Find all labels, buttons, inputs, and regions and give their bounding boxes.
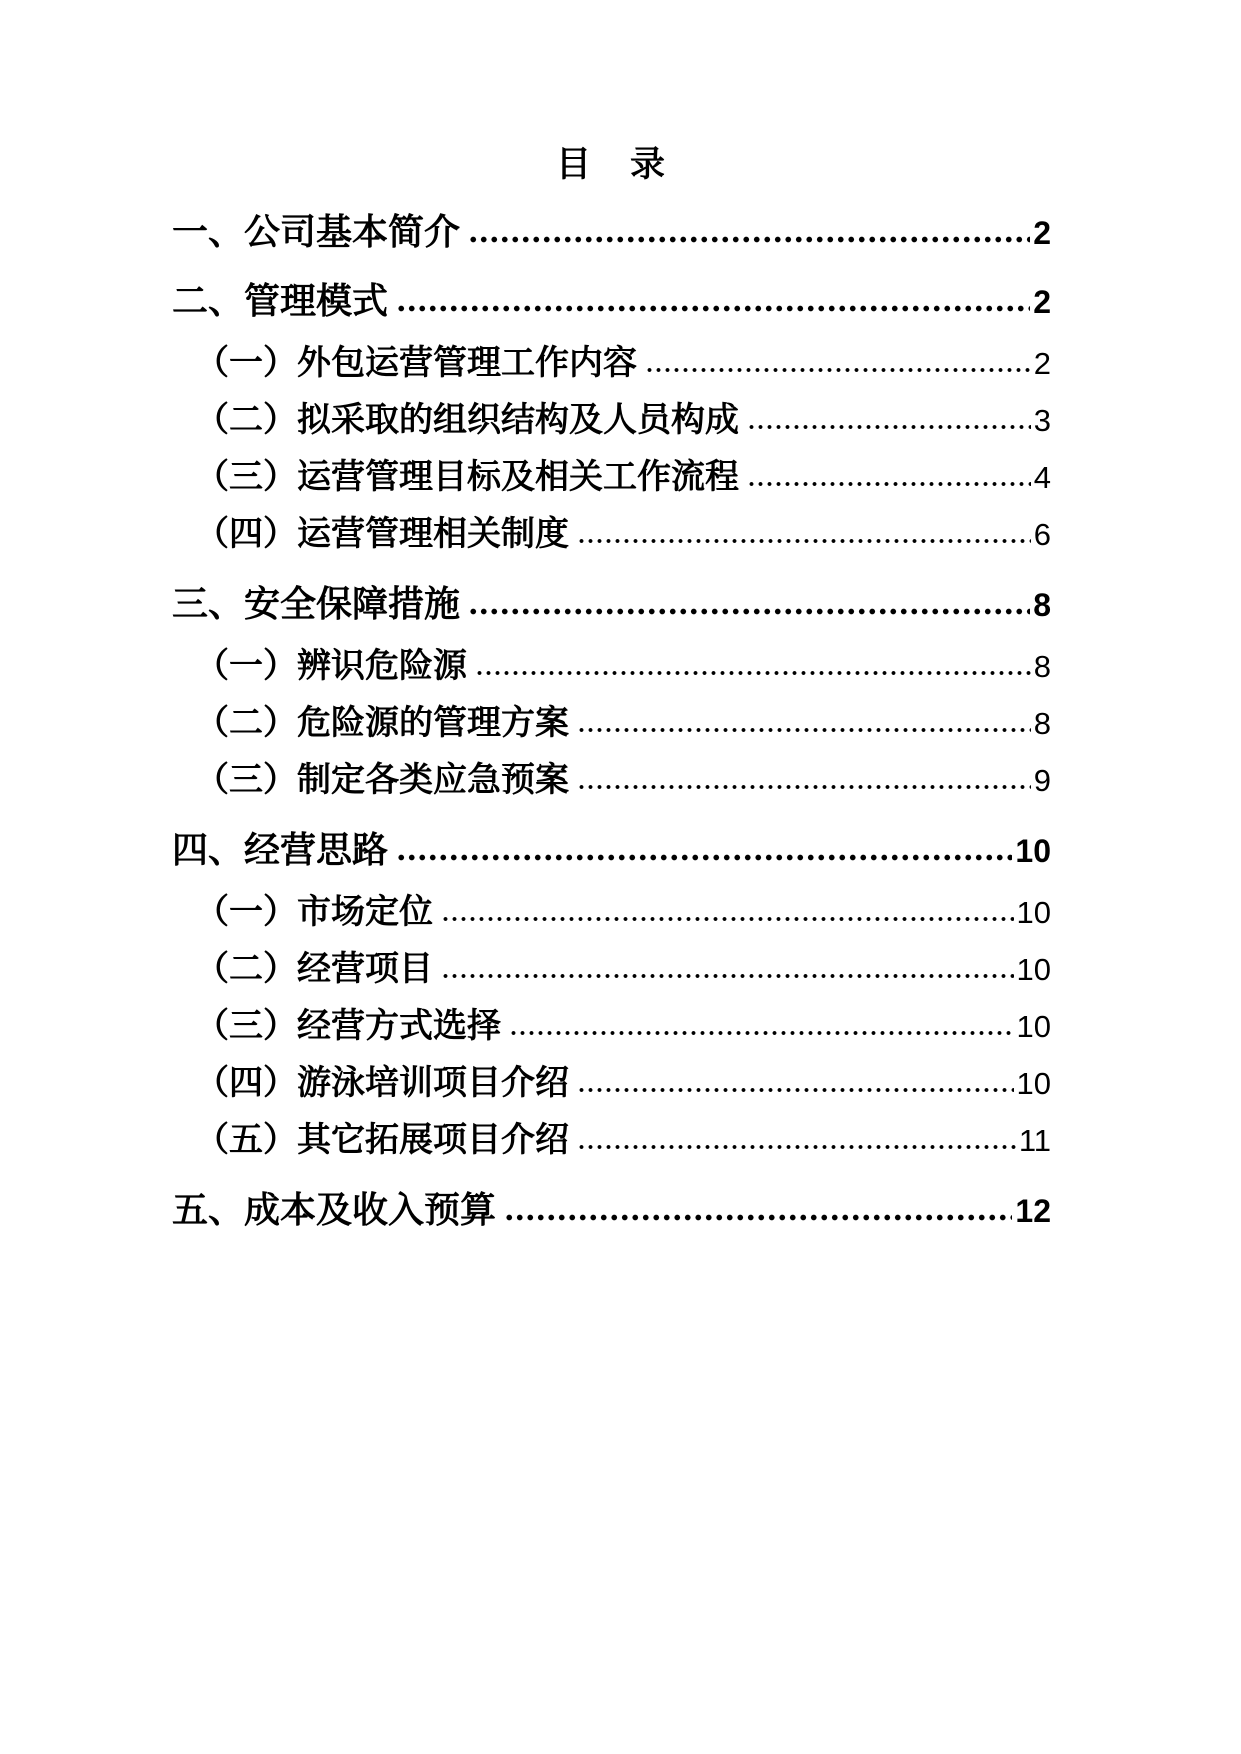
dot-leader-icon — [468, 235, 1030, 244]
toc-entry[interactable] — [172, 506, 1051, 563]
toc-entry[interactable] — [172, 1055, 1051, 1112]
toc-entry[interactable] — [172, 941, 1051, 998]
toc-entry-page: 6 — [1033, 517, 1051, 552]
dot-leader-icon — [441, 915, 1014, 923]
toc-entry[interactable] — [172, 1181, 1051, 1238]
toc-entry[interactable] — [172, 449, 1051, 506]
toc-entry-page: 8 — [1033, 649, 1051, 684]
toc-entry-page: 10 — [1015, 833, 1051, 869]
toc-entry-label: （三）经营方式选择 — [195, 1007, 501, 1045]
dot-leader-icon — [396, 304, 1030, 313]
toc-entry-label: （一）辨识危险源 — [195, 647, 467, 685]
toc-entry-page: 2 — [1033, 215, 1051, 251]
toc-entry-page: 4 — [1033, 460, 1051, 495]
toc-entry-page: 11 — [1018, 1123, 1051, 1158]
toc-entry-page: 2 — [1033, 284, 1051, 320]
toc-entry-label: （三）制定各类应急预案 — [195, 761, 569, 799]
toc-entry-label: 二、管理模式 — [172, 280, 389, 321]
dot-leader-icon — [747, 480, 1031, 488]
toc-entry[interactable] — [172, 695, 1051, 752]
dot-leader-icon — [577, 1086, 1014, 1094]
dot-leader-icon — [441, 972, 1014, 980]
toc-entry-page: 9 — [1033, 763, 1051, 798]
dot-leader-icon — [468, 607, 1030, 616]
toc-entry-page: 2 — [1033, 346, 1051, 381]
toc-entry[interactable] — [172, 203, 1051, 260]
toc-entry-label: （五）其它拓展项目介绍 — [195, 1121, 569, 1159]
toc-entry-page: 8 — [1033, 587, 1051, 623]
toc-entry-page: 8 — [1033, 706, 1051, 741]
toc-entry-label: （二）拟采取的组织结构及人员构成 — [195, 401, 739, 439]
toc-entry-label: 五、成本及收入预算 — [172, 1189, 497, 1230]
toc-entry-label: （二）危险源的管理方案 — [195, 704, 569, 742]
toc-entry[interactable] — [172, 998, 1051, 1055]
dot-leader-icon — [577, 783, 1031, 791]
toc-entry-label: （二）经营项目 — [195, 950, 433, 988]
toc-entry-label: （一）市场定位 — [195, 893, 433, 931]
toc-entry-page: 10 — [1016, 952, 1051, 987]
toc-title: 目 录 — [555, 145, 667, 184]
toc-entry[interactable] — [172, 752, 1051, 809]
toc-entry-page: 10 — [1016, 1066, 1051, 1101]
toc-entry-page: 10 — [1016, 895, 1051, 930]
toc-entry[interactable] — [172, 272, 1051, 329]
toc-entry-label: 一、公司基本简介 — [172, 211, 461, 252]
toc-entry-label: 四、经营思路 — [172, 829, 389, 870]
toc-entry-label: （四）运营管理相关制度 — [195, 515, 569, 553]
toc-entry-page: 10 — [1016, 1009, 1051, 1044]
toc-entry-label: 三、安全保障措施 — [172, 583, 461, 624]
toc-entry-page: 12 — [1015, 1193, 1051, 1229]
dot-leader-icon — [509, 1029, 1014, 1037]
dot-leader-icon — [396, 853, 1012, 862]
toc-entry[interactable] — [172, 638, 1051, 695]
toc-entry-page: 3 — [1033, 403, 1051, 438]
toc-entry[interactable] — [172, 392, 1051, 449]
toc-entry-label: （一）外包运营管理工作内容 — [195, 344, 637, 382]
dot-leader-icon — [577, 537, 1031, 545]
toc-list — [172, 203, 1051, 1238]
toc-entry[interactable] — [172, 821, 1051, 878]
dot-leader-icon — [577, 726, 1031, 734]
toc-entry[interactable] — [172, 575, 1051, 632]
toc-entry-label: （三）运营管理目标及相关工作流程 — [195, 458, 739, 496]
toc-entry-label: （四）游泳培训项目介绍 — [195, 1064, 569, 1102]
dot-leader-icon — [475, 669, 1031, 677]
dot-leader-icon — [645, 366, 1031, 374]
dot-leader-icon — [577, 1143, 1016, 1151]
toc-entry[interactable] — [172, 335, 1051, 392]
toc-entry[interactable] — [172, 884, 1051, 941]
toc-entry[interactable] — [172, 1112, 1051, 1169]
dot-leader-icon — [504, 1213, 1012, 1222]
dot-leader-icon — [747, 423, 1031, 431]
